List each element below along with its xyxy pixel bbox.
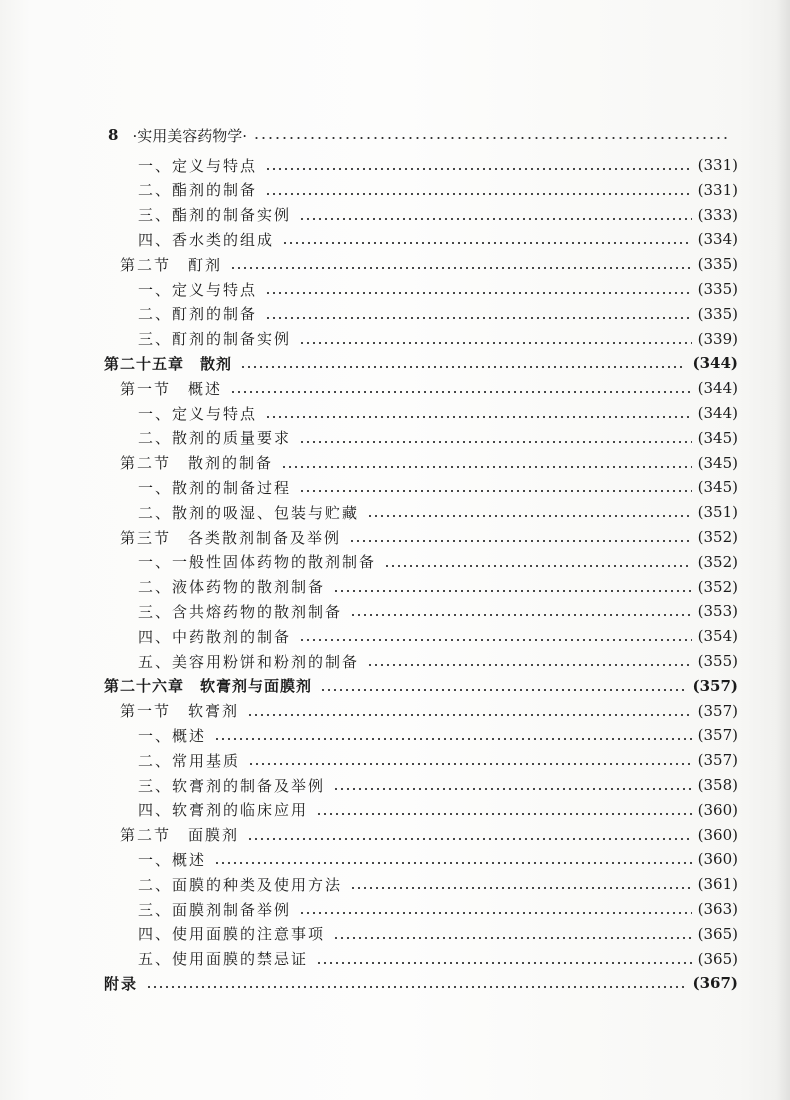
leader-dots (230, 267, 692, 269)
toc-entry-page-number: (344) (697, 379, 738, 398)
leader-dots (299, 441, 692, 443)
toc-entry-section (120, 253, 738, 275)
leader-dots (367, 515, 692, 517)
toc-entry-item (138, 551, 738, 573)
leader-dots (299, 342, 692, 344)
toc-entry-title: 一、定义与特点 (138, 156, 258, 175)
toc-entry-item (138, 278, 738, 300)
toc-entry-page-number: (367) (692, 974, 738, 993)
toc-entry-title: 三、酊剂的制备实例 (138, 330, 292, 349)
toc-entry-item (138, 576, 738, 598)
toc-entry-section (120, 377, 738, 399)
leader-dots (282, 242, 692, 244)
book-title: ·实用美容药物学· (132, 126, 247, 145)
toc-entry-title: 二、酯剂的制备 (138, 181, 258, 200)
toc-entry-title: 一、定义与特点 (138, 404, 258, 423)
toc-entry-title: 四、香水类的组成 (138, 230, 275, 249)
toc-entry-page-number: (335) (697, 280, 738, 298)
leader-dots (316, 962, 692, 964)
toc-entry-title: 第二十五章 散剂 (104, 354, 233, 373)
toc-entry-page-number: (360) (697, 850, 738, 869)
leader-dots (265, 193, 692, 195)
toc-entry-page-number: (339) (697, 329, 738, 348)
leader-dots (349, 540, 692, 542)
leader-dots (350, 887, 692, 889)
toc-entry-page-number: (357) (697, 751, 738, 770)
toc-entry-item (138, 154, 738, 176)
toc-entry-title: 三、酯剂的制备实例 (138, 206, 292, 225)
toc-entry-page-number: (355) (697, 652, 738, 670)
toc-entry-title: 一、概述 (138, 850, 207, 869)
toc-entry-appendix (104, 972, 738, 994)
toc-entry-section (120, 824, 738, 846)
leader-dots (320, 689, 686, 691)
toc-entry-page-number: (334) (697, 230, 738, 249)
toc-entry-title: 三、软膏剂的制备及举例 (138, 776, 326, 795)
toc-entry-page-number: (345) (697, 453, 738, 472)
leader-dots (333, 590, 692, 592)
toc-entry-title: 二、面膜的种类及使用方法 (138, 875, 343, 894)
leader-dots (265, 168, 692, 170)
toc-entry-item (138, 774, 738, 796)
toc-entry-chapter (104, 352, 738, 374)
leader-dots (299, 490, 692, 492)
toc-entry-title: 二、散剂的质量要求 (138, 429, 292, 448)
toc-entry-item (138, 328, 738, 350)
toc-entry-item (138, 799, 738, 821)
toc-entry-page-number: (333) (697, 205, 738, 224)
toc-entry-page-number: (354) (697, 627, 738, 646)
leader-dots (384, 565, 692, 567)
toc-entry-item (138, 179, 738, 201)
leader-dots (240, 366, 686, 368)
toc-entry-page-number: (335) (697, 304, 738, 323)
leader-dots (299, 912, 692, 914)
toc-entry-page-number: (365) (697, 949, 738, 968)
toc-entry-title: 三、含共熔药物的散剂制备 (138, 602, 343, 621)
toc-entry-title: 四、使用面膜的注意事项 (138, 925, 326, 944)
toc-entry-item (138, 923, 738, 945)
toc-entry-page-number: (344) (697, 404, 738, 422)
toc-entry-page-number: (352) (697, 552, 738, 571)
toc-entry-page-number: (344) (692, 354, 738, 373)
toc-entry-item (138, 501, 738, 523)
toc-entry-title: 第二节 面膜剂 (120, 826, 240, 845)
toc-entry-item (138, 402, 738, 424)
toc-entry-item (138, 427, 738, 449)
toc-entry-page-number: (335) (697, 255, 738, 274)
leader-dots (299, 218, 692, 220)
leader-dots (333, 937, 692, 939)
leader-dots (350, 614, 692, 616)
toc-entry-item (138, 724, 738, 746)
toc-entry-page-number: (345) (697, 428, 738, 447)
toc-entry-page-number: (353) (697, 602, 738, 621)
toc-entry-page-number: (365) (697, 924, 738, 943)
toc-entry-title: 第一节 概述 (120, 379, 223, 398)
leader-dots (247, 838, 692, 840)
leader-dots (265, 416, 692, 418)
toc-entry-title: 一、概述 (138, 726, 207, 745)
running-header (108, 124, 732, 146)
toc-entry-page-number: (357) (697, 726, 738, 745)
toc-entry-item (138, 600, 738, 622)
toc-entry-item (138, 625, 738, 647)
toc-entry-item (138, 848, 738, 870)
page-number: 8 (108, 126, 119, 144)
toc-entry-title: 第二节 酊剂 (120, 255, 223, 274)
toc-entry-title: 五、使用面膜的禁忌证 (138, 950, 309, 969)
toc-entry-page-number: (357) (697, 701, 738, 720)
toc-entry-item (138, 749, 738, 771)
toc-entry-title: 二、酊剂的制备 (138, 305, 258, 324)
toc-entry-page-number: (351) (697, 503, 738, 522)
toc-entry-title: 第二十六章 软膏剂与面膜剂 (104, 677, 313, 696)
toc-entry-page-number: (345) (697, 478, 738, 497)
toc-entry-page-number: (360) (697, 800, 738, 819)
toc-entry-title: 第一节 软膏剂 (120, 702, 240, 721)
toc-entry-item (138, 948, 738, 970)
toc-entry-title: 五、美容用粉饼和粉剂的制备 (138, 652, 360, 671)
leader-dots (367, 664, 692, 666)
toc-entry-title: 三、面膜剂制备举例 (138, 900, 292, 919)
toc-entry-page-number: (352) (697, 528, 738, 546)
toc-entry-page-number: (331) (697, 180, 738, 199)
toc-entry-title: 二、散剂的吸湿、包装与贮藏 (138, 503, 360, 522)
toc-entry-title: 一、定义与特点 (138, 280, 258, 299)
toc-entry-section (120, 700, 738, 722)
toc-entry-page-number: (360) (697, 825, 738, 844)
toc-entry-item (138, 873, 738, 895)
leader-dots (214, 862, 692, 864)
toc-entry-page-number: (357) (692, 676, 738, 695)
toc-entry-title: 二、常用基质 (138, 751, 241, 770)
leader-dots (316, 813, 692, 815)
leader-dots (214, 738, 692, 740)
toc-entry-page-number: (331) (697, 156, 738, 174)
toc-entry-section (120, 526, 738, 548)
toc-entry-title: 四、软膏剂的临床应用 (138, 801, 309, 820)
toc-entry-title: 二、液体药物的散剂制备 (138, 578, 326, 597)
toc-entry-page-number: (358) (697, 776, 738, 794)
leader-dots (281, 466, 692, 468)
toc-entry-chapter (104, 675, 738, 697)
toc-entry-item (138, 204, 738, 226)
leader-dots (265, 292, 692, 294)
toc-entry-item (138, 228, 738, 250)
toc-entry-title: 第三节 各类散剂制备及举例 (120, 528, 342, 547)
toc-entry-item (138, 650, 738, 672)
leader-dots (146, 986, 686, 988)
toc-entry-page-number: (352) (697, 577, 738, 596)
toc-entry-item (138, 476, 738, 498)
leader-dots (230, 391, 692, 393)
leader-dots (247, 714, 692, 716)
toc-entry-page-number: (361) (697, 875, 738, 894)
toc-entry-title: 一、散剂的制备过程 (138, 478, 292, 497)
toc-entry-section (120, 452, 738, 474)
toc-entry-title: 一、一般性固体药物的散剂制备 (138, 553, 377, 572)
leader-dots (248, 763, 692, 765)
toc-entry-item (138, 303, 738, 325)
page-edge-shadow (776, 0, 790, 1100)
leader-dots (265, 317, 692, 319)
leader-dots (299, 639, 692, 641)
header-leader-dots (253, 137, 728, 139)
toc-entry-item (138, 898, 738, 920)
toc-entry-title: 附录 (104, 974, 139, 993)
toc-entry-title: 四、中药散剂的制备 (138, 627, 292, 646)
leader-dots (333, 788, 692, 790)
toc-entry-title: 第二节 散剂的制备 (120, 454, 274, 473)
toc-entry-page-number: (363) (697, 900, 738, 918)
